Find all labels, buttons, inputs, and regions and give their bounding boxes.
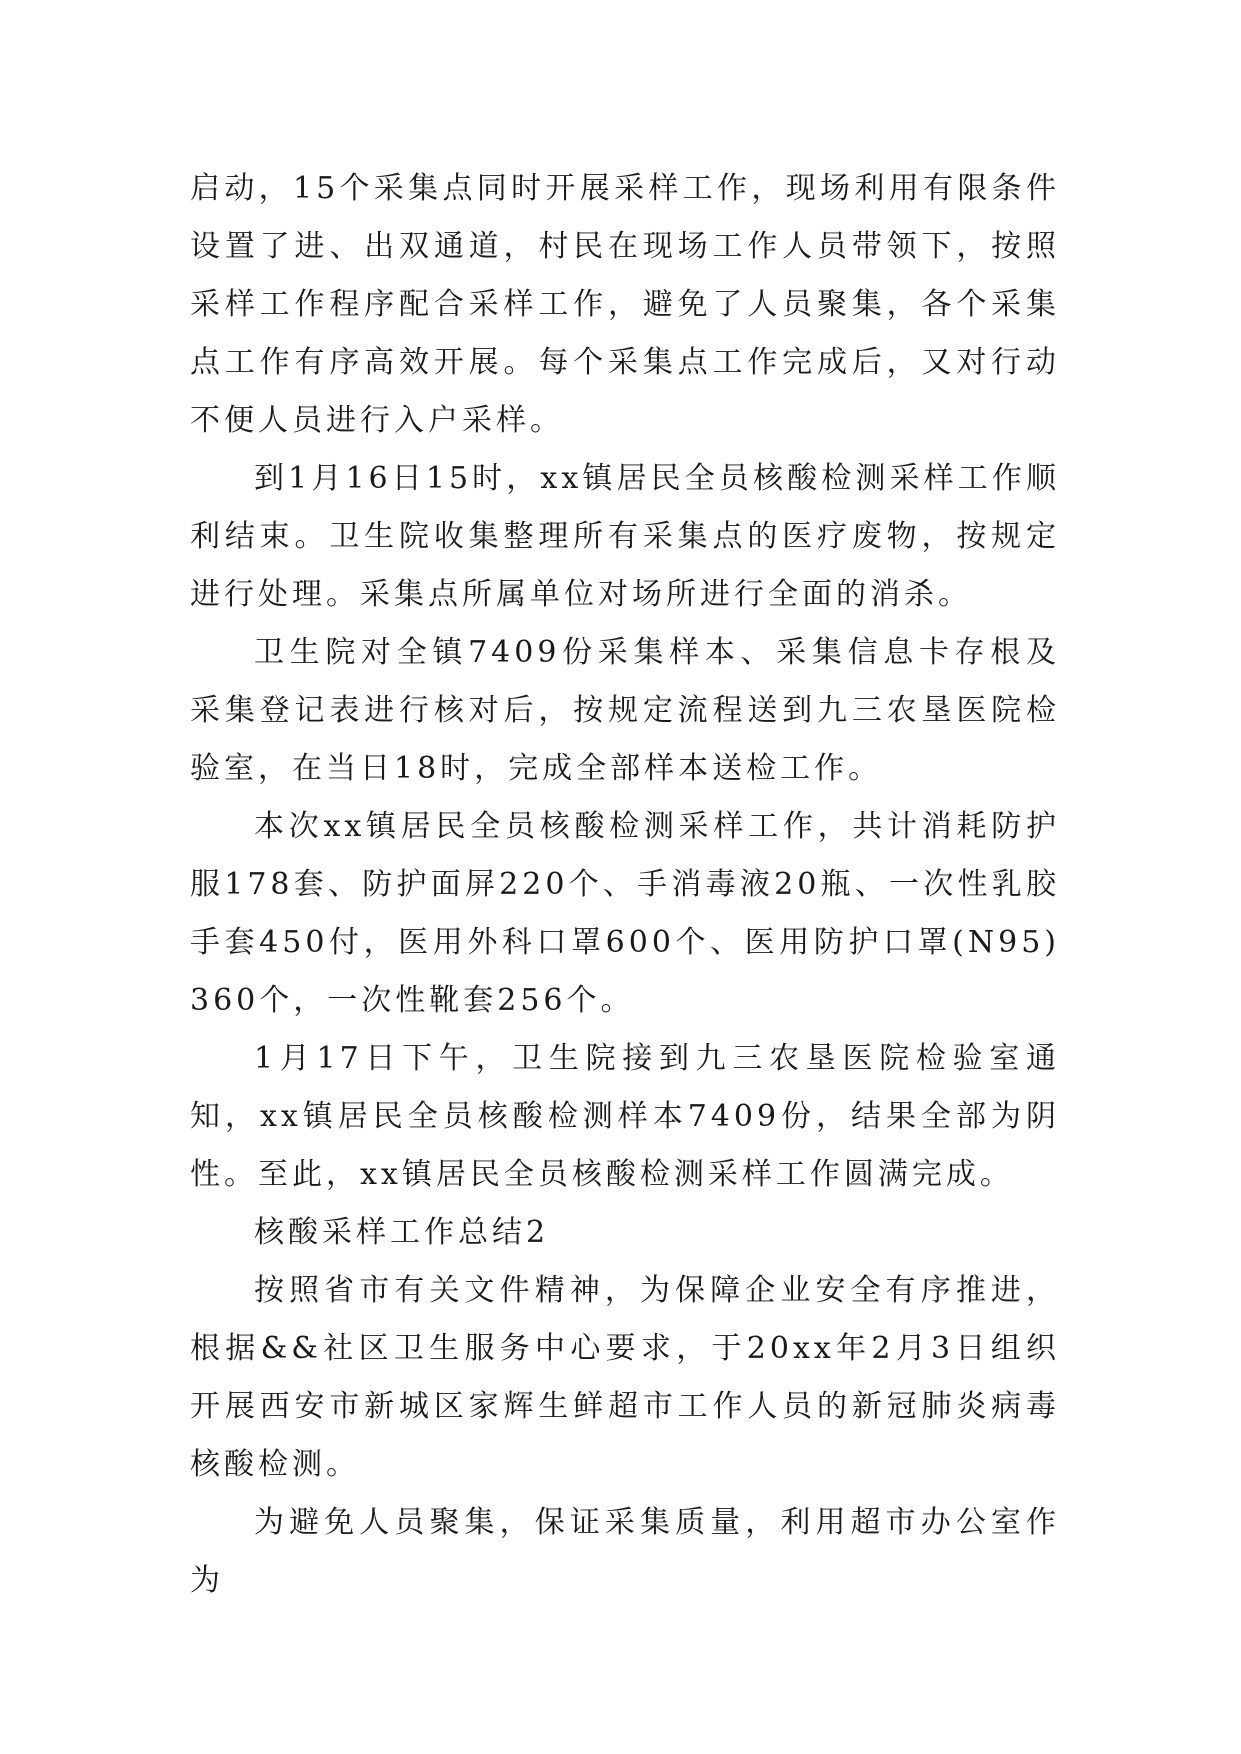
paragraph-avoid-gathering: 为避免人员聚集，保证采集质量，利用超市办公室作为 (190, 1505, 1060, 1598)
paragraph-supplies-consumed: 本次xx镇居民全员核酸检测采样工作，共计消耗防护服178套、防护面屏220个、手消毒液20瓶、一次性乳胶手套450付，医用外科口罩600个、医用防护口罩(N95)360个，一次性靴套256个。 (190, 809, 1060, 1018)
document-body (190, 160, 1060, 1610)
paragraph-continuation: 启动，15个采集点同时开展采样工作，现场利用有限条件设置了进、出双通道，村民在现场工作人员带领下，按照采样工作程序配合采样工作，避免了人员聚集，各个采集点工作有序高效开展。每个采集点工作完成后，又对行动不便人员进行入户采样。 (190, 171, 1060, 438)
section-heading: 核酸采样工作总结2 (254, 1215, 550, 1250)
paragraph-sampling-finished: 到1月16日15时，xx镇居民全员核酸检测采样工作顺利结束。卫生院收集整理所有采集点的医疗废物，按规定进行处理。采集点所属单位对场所进行全面的消杀。 (190, 461, 1060, 612)
paragraph-results: 1月17日下午，卫生院接到九三农垦医院检验室通知，xx镇居民全员核酸检测样本7409份，结果全部为阴性。至此，xx镇居民全员核酸检测采样工作圆满完成。 (190, 1041, 1060, 1192)
paragraph-sample-submission: 卫生院对全镇7409份采集样本、采集信息卡存根及采集登记表进行核对后，按规定流程送到九三农垦医院检验室，在当日18时，完成全部样本送检工作。 (190, 635, 1060, 786)
paragraph-supermarket-testing: 按照省市有关文件精神，为保障企业安全有序推进，根据&&社区卫生服务中心要求，于20xx年2月3日组织开展西安市新城区家辉生鲜超市工作人员的新冠肺炎病毒核酸检测。 (190, 1273, 1060, 1482)
